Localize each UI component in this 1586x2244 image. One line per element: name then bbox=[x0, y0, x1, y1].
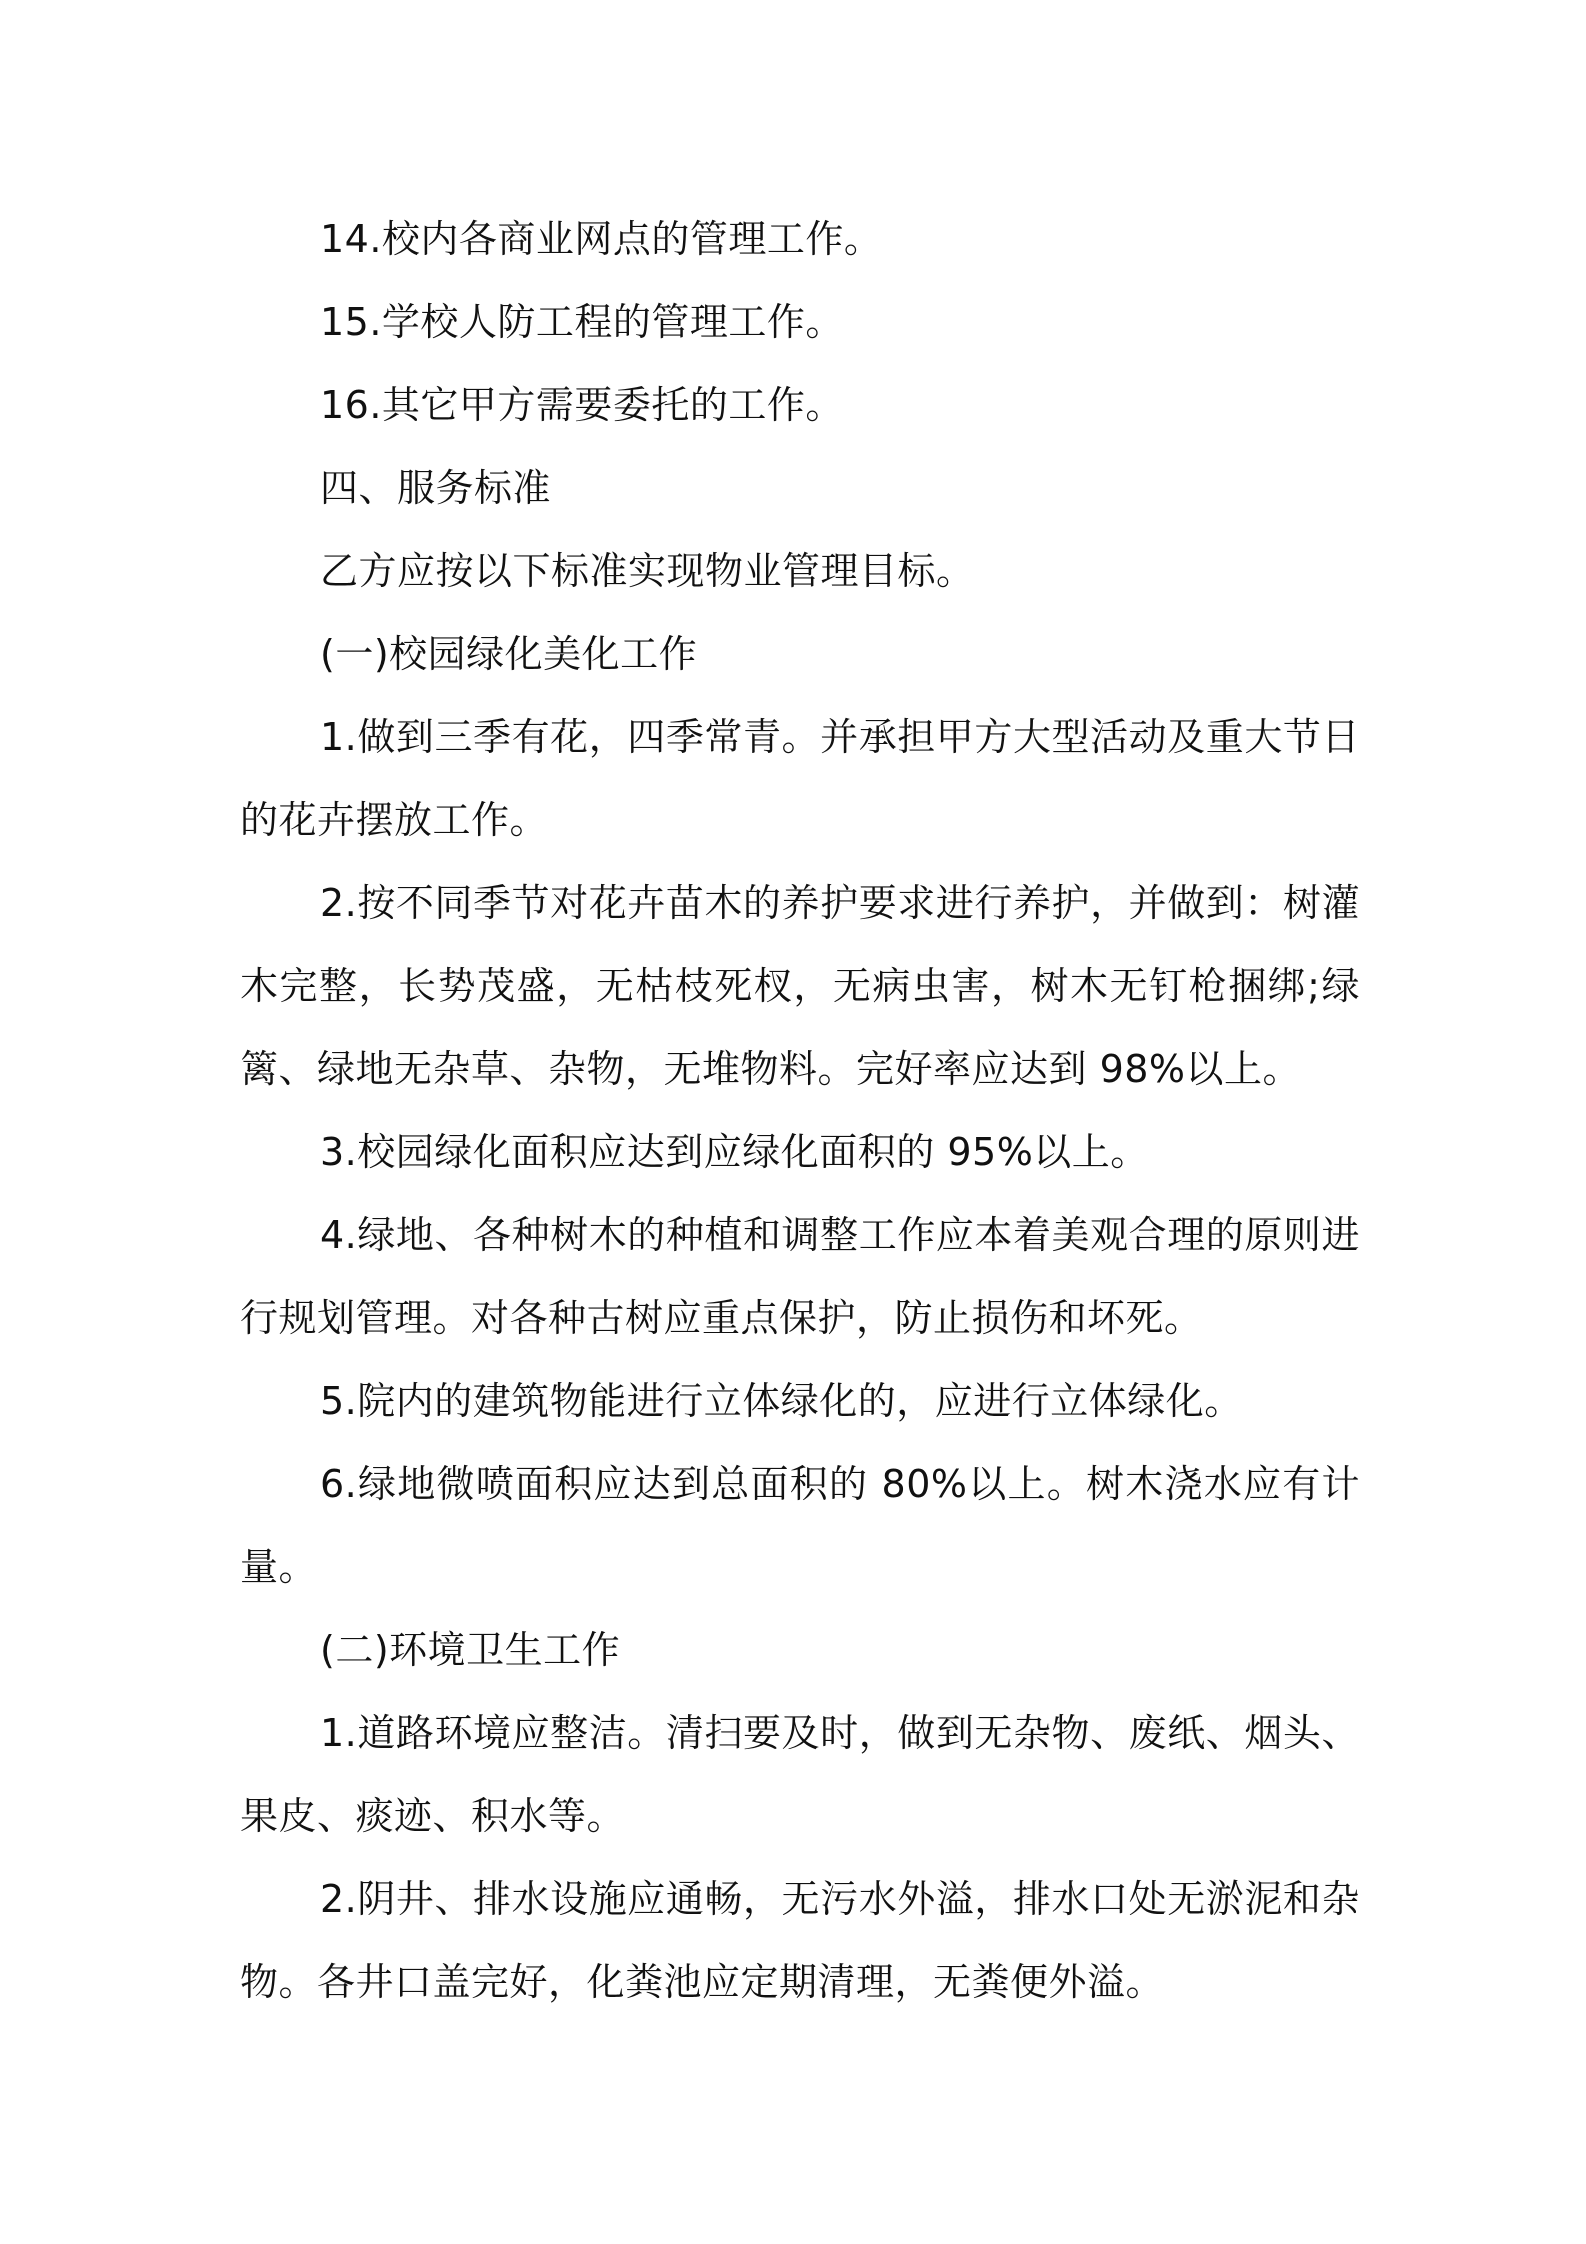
paragraph-greening-6: 6.绿地微喷面积应达到总面积的 80%以上。树木浇水应有计量。 bbox=[240, 1462, 1360, 1589]
document-page bbox=[240, 198, 1360, 2024]
paragraph-sanitation-2: 2.阴井、排水设施应通畅，无污水外溢，排水口处无淤泥和杂物。各井口盖完好，化粪池应定期清理，无粪便外溢。 bbox=[240, 1877, 1360, 2004]
paragraph-greening-4: 4.绿地、各种树木的种植和调整工作应本着美观合理的原则进行规划管理。对各种古树应重点保护，防止损伤和坏死。 bbox=[240, 1213, 1360, 1340]
paragraph-sanitation-1: 1.道路环境应整洁。清扫要及时，做到无杂物、废纸、烟头、果皮、痰迹、积水等。 bbox=[240, 1711, 1360, 1838]
paragraph-item-14: 14.校内各商业网点的管理工作。 bbox=[320, 217, 883, 261]
paragraph-greening-2: 2.按不同季节对花卉苗木的养护要求进行养护，并做到：树灌木完整，长势茂盛，无枯枝死杈，无病虫害，树木无钉枪捆绑;绿篱、绿地无杂草、杂物，无堆物料。完好率应达到 98%以上。 bbox=[240, 881, 1360, 1091]
paragraph-greening-3: 3.校园绿化面积应达到应绿化面积的 95%以上。 bbox=[320, 1130, 1149, 1174]
paragraph-greening-5: 5.院内的建筑物能进行立体绿化的，应进行立体绿化。 bbox=[320, 1379, 1243, 1423]
paragraph-item-16: 16.其它甲方需要委托的工作。 bbox=[320, 383, 844, 427]
paragraph-item-15: 15.学校人防工程的管理工作。 bbox=[320, 300, 844, 344]
paragraph-greening-1: 1.做到三季有花，四季常青。并承担甲方大型活动及重大节日的花卉摆放工作。 bbox=[240, 715, 1360, 842]
subsection-heading-sanitation: (二)环境卫生工作 bbox=[320, 1628, 621, 1672]
paragraph-intro: 乙方应按以下标准实现物业管理目标。 bbox=[320, 549, 975, 593]
section-heading-service-standards: 四、服务标准 bbox=[320, 466, 552, 510]
subsection-heading-greening: (一)校园绿化美化工作 bbox=[320, 632, 698, 676]
